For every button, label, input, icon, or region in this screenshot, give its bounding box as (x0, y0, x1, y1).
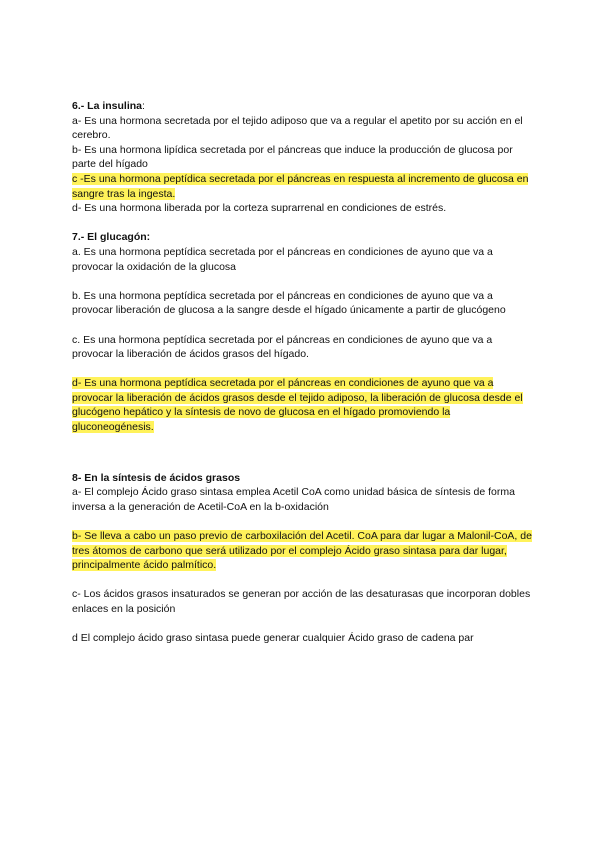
spacer (72, 216, 532, 231)
spacer (72, 617, 532, 632)
question-6-title-suffix: : (142, 100, 145, 112)
question-6-title: 6.- La insulina (72, 100, 143, 112)
question-8-option-b (72, 529, 532, 573)
question-6-option-c (72, 172, 532, 201)
question-7-option-d-highlighted: d- Es una hormona peptídica secretada por el páncreas en condiciones de ayuno que va a provocar la liberación de ácidos grasos desde el tejido adiposo, la liberación de glucosa desde el glucógeno hepático y la síntesis de novo de glucosa en el hígado promoviendo la gluconeogénesis. (72, 377, 523, 434)
question-8-option-b-highlighted: b- Se lleva a cabo un paso previo de carboxilación del Acetil. CoA para dar lugar a Malonil-CoA, de tres átomos de carbono que será utilizado por el complejo Ácido graso sintasa para dar lugar, principalmente ácido palmítico. (72, 530, 532, 572)
spacer (72, 318, 532, 333)
spacer (72, 435, 532, 471)
question-7-option-a: a. Es una hormona peptídica secretada por el páncreas en condiciones de ayuno que va a provocar la oxidación de la glucosa (72, 245, 493, 273)
question-8-option-a: a- El complejo Ácido graso sintasa emplea Acetil CoA como unidad básica de síntesis de forma inversa a la generación de Acetil-CoA en la b-oxidación (72, 486, 515, 513)
question-6-option-c-highlighted: c -Es una hormona peptídica secretada por el páncreas en respuesta al incremento de glucosa en sangre tras la ingesta. (72, 172, 529, 200)
question-6-title-line (72, 99, 532, 114)
question-7-option-b: b. Es una hormona peptídica secretada por el páncreas en condiciones de ayuno que va a provocar liberación de glucosa a la sangre desde el hígado únicamente a partir de glucógeno (72, 289, 506, 317)
question-6-option-d: d- Es una hormona liberada por la corteza suprarrenal en condiciones de estrés. (72, 202, 447, 215)
question-8-option-c: c- Los ácidos grasos insaturados se generan por acción de las desaturasas que incorporan dobles enlaces en la posición (72, 588, 531, 615)
question-8-title: 8- En la síntesis de ácidos grasos (72, 471, 241, 484)
question-7-option-c: c. Es una hormona peptídica secretada por el páncreas en condiciones de ayuno que va a provocar la liberación de ácidos grasos del hígado. (72, 333, 493, 361)
question-6-option-b: b- Es una hormona lipídica secretada por el páncreas que induce la producción de glucosa por parte del hígado (72, 143, 513, 171)
question-8 (72, 471, 532, 646)
question-8-option-d: d El complejo ácido graso sintasa puede generar cualquier Ácido graso de cadena par (72, 632, 474, 645)
spacer (72, 362, 532, 377)
spacer (72, 573, 532, 588)
question-7 (72, 230, 532, 434)
spacer (72, 274, 532, 289)
question-6-option-a: a- Es una hormona secretada por el tejido adiposo que va a regular el apetito por su acción en el cerebro. (72, 114, 523, 142)
question-7-title: 7.- El glucagón: (72, 231, 151, 244)
spacer (72, 514, 532, 529)
document-content (72, 99, 532, 646)
question-6 (72, 99, 532, 216)
question-7-option-d (72, 376, 532, 434)
